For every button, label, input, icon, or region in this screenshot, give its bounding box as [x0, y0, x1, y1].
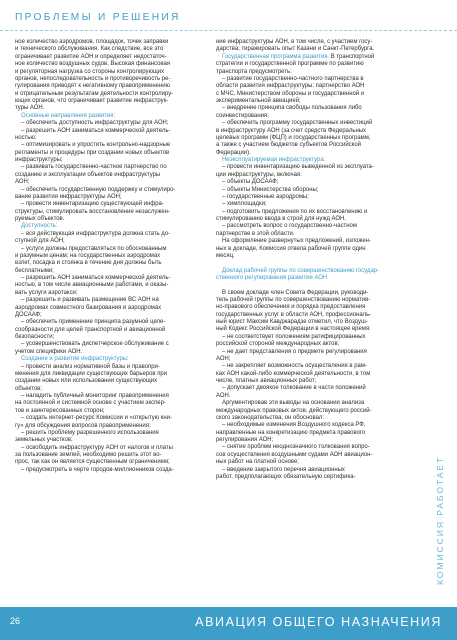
text-line: ный Кодекс Российской Федерации в настоящее время: — [216, 326, 371, 333]
inline-heading: Государственная программа развития. — [222, 53, 330, 60]
text-line: – вся действующая инфраструктура должна стать до- — [21, 230, 171, 237]
text-line: – обеспечить доступность инфраструктуры для АОН; — [21, 120, 169, 127]
text-line: тов и заинтересованных сторон; — [15, 407, 105, 414]
text-line: ограничивает развитие АОН и определяет недостаточ- — [15, 53, 167, 60]
text-line: в инфраструктуру АОН (за счет средств Федеральных — [216, 127, 367, 134]
text-line: стратегии и государственной программе по развитию — [216, 61, 364, 68]
text-line: – наладить публичный мониторинг правоприменения — [21, 393, 169, 399]
text-line: транспорта предусмотреть: — [216, 68, 292, 75]
text-line: АОН. — [216, 392, 231, 399]
text-line: объектов; — [15, 385, 42, 392]
text-line: – провести инвентаризацию выведенной из эксплуата- — [222, 164, 374, 171]
text-line: – создать интернет-ресурс Комиссии и «открытую кни- — [21, 415, 172, 422]
text-line: – предусмотреть в черте городов-миллионников созда- — [21, 466, 174, 473]
section-title: ПРОБЛЕМЫ И РЕШЕНИЯ — [15, 12, 181, 23]
text-line: стимулированию ввода в строй для нужд АОН. — [216, 216, 346, 222]
text-line: – услуги должны предоставляться по обоснованным — [21, 245, 167, 252]
text-line: Доклад рабочей группы по совершенствованию государ- — [222, 267, 380, 274]
text-line: ное количество аэродромов, площадок, точек заправки — [15, 39, 169, 45]
text-line: – провести анализ нормативной базы и правопри- — [21, 363, 160, 370]
text-line: – подготовить предложения по их восстановлению и — [222, 208, 368, 215]
text-line: Создание и развитие инфраструктуры: — [21, 356, 129, 363]
text-line: и регуляторная нагрузка со стороны контролирующих — [15, 68, 165, 75]
text-line: учетом специфики АОН. — [15, 348, 83, 355]
text-line: вать услуги аэротакси; — [15, 289, 78, 296]
text-line: гулирования приводят к негативному правоприменению — [15, 83, 171, 90]
text-line: бесплатными; — [15, 267, 54, 274]
text-line: – не соответствует положениям ратифицированных — [222, 333, 366, 340]
text-line: и отрицательным результатам деятельности контролиру- — [15, 90, 174, 97]
text-line: Основные направления развития: — [21, 112, 116, 119]
text-line: ных работ на платной основе; — [216, 459, 299, 466]
text-line: туры АОН. — [15, 105, 45, 112]
text-line: менения для ликвидации существующих барьеров при — [15, 370, 168, 377]
text-line: Федерации). — [216, 149, 251, 156]
text-line: направленные на конкретизацию предмета правового — [216, 429, 366, 436]
text-line: ступной для АОН; — [15, 238, 65, 245]
text-line: – допускает двоякое толкование в части положений — [222, 385, 366, 392]
text-line: ции инфраструктуры, включая: — [216, 171, 302, 178]
left-text-column — [15, 39, 209, 474]
text-line: – не дает представления о предмете регулирования — [222, 348, 367, 355]
text-line: – освободить инфраструктуру АОН от налогов и платы — [21, 444, 173, 451]
text-line: сообразности для целей транспортной и авиационной — [15, 326, 166, 333]
text-line: месяц. — [216, 252, 235, 259]
text-line: – усовершенствовать диспетчерское обслуживание с — [21, 341, 169, 348]
text-line: – государственные аэродромы; — [222, 193, 309, 200]
text-line: взлет, посадка и стоянка в течение дня должны быть — [15, 260, 162, 267]
text-line: дарства; тиражировать опыт Казани и Санкт-Петербурга. — [216, 46, 375, 53]
inline-text: В транспортной — [329, 53, 375, 60]
text-line: ского законодательства, он обосновал: — [216, 414, 324, 421]
text-line: с МЧС, Министерством обороны и государственной и — [216, 90, 365, 97]
text-line: – разрешить и развивать размещение ВС АОН на — [21, 297, 159, 304]
text-line: прос, так как он является существенным ограничением; — [15, 459, 170, 466]
text-line: созданию и эксплуатации объектов инфраструктуры — [15, 171, 161, 178]
text-line: гу» для обсуждения вопросов правоприменения; — [15, 422, 151, 429]
header-divider — [0, 30, 457, 31]
text-line: – не закрепляет возможность осуществления в рам- — [222, 363, 367, 370]
text-line: – необходимые изменения Воздушного кодекса РФ, — [222, 422, 366, 429]
text-line: работ, предполагающих обязательную сертифика- — [216, 473, 356, 480]
text-line: Аргументировав эти выводы на основании анализа — [222, 400, 365, 407]
text-line: области развития инфраструктуры: партнерство АОН — [216, 83, 365, 90]
text-line: ющих органов, что ограничивает развитие инфраструк- — [15, 98, 169, 104]
text-line: и разумным ценам; на государственных аэродромах — [15, 252, 161, 259]
text-line: структуры, стимулировать восстановление незаслужен- — [15, 208, 170, 215]
text-line: ственного регулирования развития АОН — [216, 274, 328, 281]
text-line: – введение закрытого перечня авиационных — [222, 466, 345, 473]
text-line: ное количество воздушных судов. Высокая финансовая — [15, 61, 170, 68]
text-line: сов осуществления воздушными судами АОН авиацион- — [216, 451, 373, 458]
text-line: АОН; — [15, 179, 30, 186]
text-line: – провести инвентаризацию существующей инфра- — [21, 201, 164, 208]
text-line: – внедрение принципа свободы пользования либо — [222, 105, 362, 112]
text-line: государственных услуг в области АОН, профессиональ- — [216, 311, 372, 318]
text-line: На оформление развернутых предложений, изложен- — [222, 238, 371, 245]
sidebar-label: КОМИССИЯ РАБОТАЕТ — [435, 455, 445, 585]
text-line: – оптимизировать и упростить контрольно-надзорные — [21, 142, 171, 149]
text-line: земельных участков; — [15, 437, 73, 444]
text-line: – объекты ДОСААФ; — [222, 179, 279, 186]
text-line: регламенты и процедуры при создании новых объектов — [15, 149, 170, 156]
text-line: создании новых или использовании существующих — [15, 378, 158, 385]
text-line: – обеспечить программу государственных инвестиций — [222, 120, 373, 127]
text-line: руемых объектов. — [15, 216, 65, 222]
text-line: – разрешить АОН заниматься коммерческой деятель- — [21, 127, 171, 134]
text-line: – разрешить АОН заниматься коммерческой деятель- — [21, 275, 171, 281]
text-line: Доступность: — [21, 223, 58, 230]
text-line: ный юрист Максим Кавджарадзе отметил, что Воздуш- — [216, 319, 368, 326]
text-line: ках АОН какой-либо коммерческой деятельности, в том — [216, 370, 371, 377]
text-line: ностью, в том числе авиационными работами, и оказы- — [15, 282, 169, 289]
text-line: аэродромах совместного базирования и аэродромах — [15, 304, 162, 311]
text-line: числе, платных авиационных работ; — [216, 378, 317, 385]
text-line: вание развития инфраструктуры АОН; — [15, 193, 122, 200]
text-line: – рассмотреть вопрос о государственно-частном — [222, 223, 357, 230]
text-line: ных в докладе, Комиссия отвела рабочей группе один — [216, 245, 366, 252]
text-line: тель рабочей группы по совершенствованию норматив- — [216, 296, 371, 303]
text-line: – развитие государственно-частного партнерства в — [222, 75, 364, 82]
publication-title: АВИАЦИЯ ОБЩЕГО НАЗНАЧЕНИЯ — [195, 615, 442, 629]
text-line: – химплощадки; — [222, 201, 267, 208]
sidebar-label-container — [429, 385, 445, 585]
text-line: за пользование землей, необходимо решить этот во- — [15, 452, 162, 458]
text-line: и технического обслуживания. Как следствие, все это — [15, 46, 164, 53]
text-line: Неэксплуатируемая инфраструктура: — [222, 157, 326, 163]
text-line: регулирования АОН; — [216, 437, 274, 444]
text-line: – обеспечить применение принципа разумной целе- — [21, 319, 166, 326]
text-line: партнерстве в этой области. — [216, 230, 295, 237]
text-line: органов, непоследовательность и противоречивость ре- — [15, 75, 171, 82]
page-number: 26 — [10, 616, 21, 626]
text-line: соинвестирования; — [216, 112, 269, 119]
text-line: на постоянной и системной основе с участием экспер- — [15, 400, 166, 407]
text-line: – решить проблему разрешенного использования — [21, 429, 159, 436]
text-line: ностью; — [15, 134, 37, 141]
text-line: а также с участием бюджетов субъектов Российской — [216, 142, 361, 149]
text-line: российской стороной международных актов; — [216, 341, 340, 348]
text-line: – объекты Министерства обороны; — [222, 186, 319, 193]
text-line: безопасности; — [15, 334, 55, 340]
text-line: – обеспечить государственную поддержку и стимулиро- — [21, 186, 176, 193]
footer-bar — [0, 607, 457, 640]
text-line: экспериментальной авиацией; — [216, 98, 301, 104]
text-line: – снятие проблем неоднозначного толкования вопро- — [222, 444, 370, 451]
text-line: ние инфраструктуры АОН, в том числе, с участием госу- — [216, 39, 373, 45]
text-line: целевых программ (ФЦП) и государственных программ, — [216, 134, 371, 141]
right-text-column — [216, 39, 410, 481]
text-line: ДОСААФ; — [15, 311, 42, 318]
text-line: В своем докладе член Совета Федерации, руководи- — [222, 289, 369, 296]
text-line: инфраструктуры; — [15, 157, 63, 163]
text-line: но-правового обеспечения и порядка предоставления — [216, 304, 366, 311]
text-line: международных правовых актов, действующего россий- — [216, 407, 372, 414]
text-line: АОН; — [216, 355, 231, 362]
text-line: – развивать государственно-частное партнерство по — [21, 164, 167, 171]
